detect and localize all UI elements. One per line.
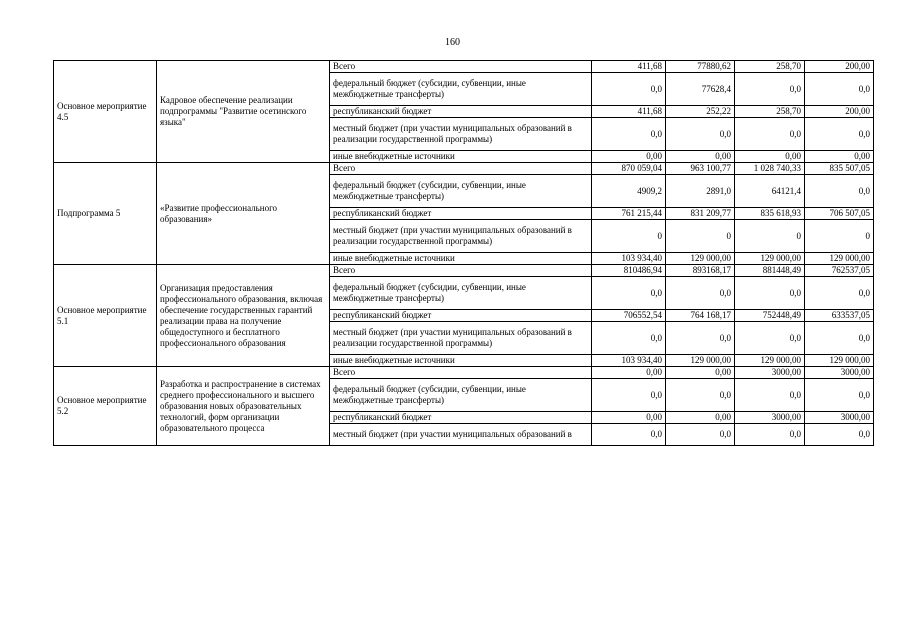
value-cell: 129 000,00 — [735, 355, 805, 367]
value-cell: 0,0 — [592, 379, 666, 412]
value-cell: 870 059,04 — [592, 163, 666, 175]
source-cell: местный бюджет (при участии муниципальных образований в реализации государственной программы) — [330, 322, 592, 355]
measure-cell: Подпрограмма 5 — [54, 163, 157, 265]
value-cell: 0,0 — [735, 73, 805, 106]
source-cell: республиканский бюджет — [330, 310, 592, 322]
value-cell: 0,0 — [592, 73, 666, 106]
value-cell: 0 — [805, 220, 874, 253]
value-cell: 0,0 — [805, 175, 874, 208]
value-cell: 0 — [666, 220, 735, 253]
value-cell: 0,0 — [805, 379, 874, 412]
table-row — [54, 163, 874, 175]
value-cell: 0,0 — [805, 277, 874, 310]
source-cell: Всего — [330, 163, 592, 175]
source-cell: Всего — [330, 61, 592, 73]
value-cell: 0,0 — [735, 118, 805, 151]
value-cell: 103 934,40 — [592, 355, 666, 367]
source-cell: федеральный бюджет (субсидии, субвенции, иные межбюджетные трансферты) — [330, 73, 592, 106]
source-cell: иные внебюджетные источники — [330, 151, 592, 163]
value-cell: 0,00 — [666, 151, 735, 163]
source-cell: местный бюджет (при участии муниципальных образований в реализации государственной программы) — [330, 220, 592, 253]
value-cell: 77628,4 — [666, 73, 735, 106]
value-cell: 411,68 — [592, 61, 666, 73]
value-cell: 3000,00 — [805, 367, 874, 379]
source-cell: республиканский бюджет — [330, 106, 592, 118]
value-cell: 633537,05 — [805, 310, 874, 322]
value-cell: 0,0 — [805, 118, 874, 151]
value-cell: 0,00 — [735, 151, 805, 163]
name-cell: «Развитие профессионального образования» — [157, 163, 330, 265]
value-cell: 258,70 — [735, 61, 805, 73]
value-cell: 200,00 — [805, 106, 874, 118]
value-cell: 1 028 740,33 — [735, 163, 805, 175]
value-cell: 252,22 — [666, 106, 735, 118]
source-cell: местный бюджет (при участии муниципальных образований в — [330, 424, 592, 446]
value-cell: 0,0 — [735, 277, 805, 310]
source-cell: иные внебюджетные источники — [330, 253, 592, 265]
value-cell: 810486,94 — [592, 265, 666, 277]
value-cell: 831 209,77 — [666, 208, 735, 220]
value-cell: 0,0 — [666, 379, 735, 412]
table-body — [54, 61, 874, 446]
value-cell: 0,0 — [592, 277, 666, 310]
value-cell: 0,0 — [805, 73, 874, 106]
value-cell: 129 000,00 — [666, 355, 735, 367]
value-cell: 761 215,44 — [592, 208, 666, 220]
value-cell: 706 507,05 — [805, 208, 874, 220]
name-cell: Организация предоставления профессионального образования, включая обеспечение государственных гарантий реализации права на получение общедоступного и бесплатного профессионального образования — [157, 265, 330, 367]
value-cell: 0,0 — [735, 322, 805, 355]
value-cell: 752448,49 — [735, 310, 805, 322]
value-cell: 2891,0 — [666, 175, 735, 208]
value-cell: 0,0 — [666, 277, 735, 310]
value-cell: 64121,4 — [735, 175, 805, 208]
source-cell: Всего — [330, 265, 592, 277]
value-cell: 77880,62 — [666, 61, 735, 73]
source-cell: местный бюджет (при участии муниципальных образований в реализации государственной программы) — [330, 118, 592, 151]
value-cell: 258,70 — [735, 106, 805, 118]
value-cell: 0,0 — [735, 379, 805, 412]
value-cell: 103 934,40 — [592, 253, 666, 265]
value-cell: 0,0 — [592, 118, 666, 151]
source-cell: федеральный бюджет (субсидии, субвенции, иные межбюджетные трансферты) — [330, 379, 592, 412]
table-row — [54, 265, 874, 277]
value-cell: 893168,17 — [666, 265, 735, 277]
source-cell: федеральный бюджет (субсидии, субвенции, иные межбюджетные трансферты) — [330, 175, 592, 208]
measure-cell: Основное мероприятие 4.5 — [54, 61, 157, 163]
value-cell: 3000,00 — [805, 412, 874, 424]
source-cell: республиканский бюджет — [330, 208, 592, 220]
value-cell: 0,0 — [805, 424, 874, 446]
value-cell: 0,0 — [666, 424, 735, 446]
value-cell: 4909,2 — [592, 175, 666, 208]
source-cell: федеральный бюджет (субсидии, субвенции, иные межбюджетные трансферты) — [330, 277, 592, 310]
value-cell: 129 000,00 — [805, 355, 874, 367]
name-cell: Кадровое обеспечение реализации подпрограммы "Развитие осетинского языка" — [157, 61, 330, 163]
value-cell: 0,0 — [666, 322, 735, 355]
value-cell: 0,0 — [592, 424, 666, 446]
value-cell: 0 — [592, 220, 666, 253]
value-cell: 0 — [735, 220, 805, 253]
value-cell: 0,00 — [592, 367, 666, 379]
value-cell: 0,0 — [735, 424, 805, 446]
value-cell: 881448,49 — [735, 265, 805, 277]
value-cell: 762537,05 — [805, 265, 874, 277]
value-cell: 0,00 — [805, 151, 874, 163]
value-cell: 706552,54 — [592, 310, 666, 322]
value-cell: 764 168,17 — [666, 310, 735, 322]
name-cell: Разработка и распространение в системах среднего профессионального и высшего образования новых образовательных технологий, форм организации образовательного процесса — [157, 367, 330, 446]
value-cell: 0,0 — [805, 322, 874, 355]
value-cell: 0,00 — [592, 151, 666, 163]
value-cell: 0,00 — [666, 367, 735, 379]
value-cell: 129 000,00 — [735, 253, 805, 265]
value-cell: 411,68 — [592, 106, 666, 118]
table-row — [54, 367, 874, 379]
value-cell: 129 000,00 — [805, 253, 874, 265]
value-cell: 835 618,93 — [735, 208, 805, 220]
value-cell: 0,0 — [592, 322, 666, 355]
page-number: 160 — [445, 37, 460, 48]
source-cell: Всего — [330, 367, 592, 379]
measure-cell: Основное мероприятие 5.2 — [54, 367, 157, 446]
source-cell: республиканский бюджет — [330, 412, 592, 424]
value-cell: 963 100,77 — [666, 163, 735, 175]
value-cell: 0,00 — [666, 412, 735, 424]
table-row — [54, 61, 874, 73]
budget-table — [53, 60, 874, 446]
measure-cell: Основное мероприятие 5.1 — [54, 265, 157, 367]
value-cell: 835 507,05 — [805, 163, 874, 175]
value-cell: 3000,00 — [735, 367, 805, 379]
value-cell: 0,00 — [592, 412, 666, 424]
value-cell: 200,00 — [805, 61, 874, 73]
source-cell: иные внебюджетные источники — [330, 355, 592, 367]
value-cell: 129 000,00 — [666, 253, 735, 265]
value-cell: 3000,00 — [735, 412, 805, 424]
value-cell: 0,0 — [666, 118, 735, 151]
